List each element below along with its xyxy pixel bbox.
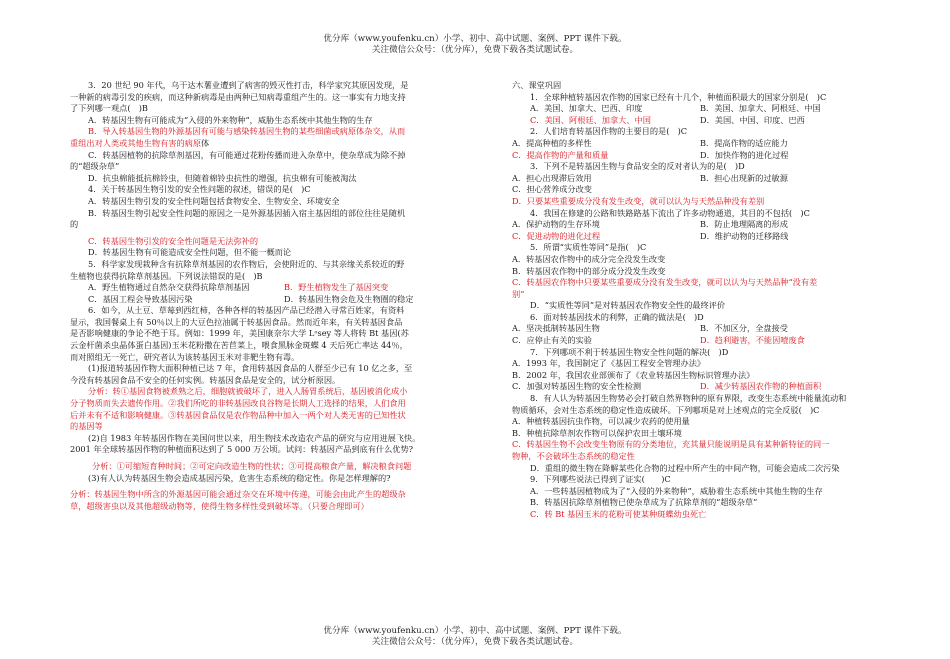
exercise-7-options-cd bbox=[512, 381, 884, 393]
page-footer bbox=[0, 626, 950, 647]
question-6-sub-2: (2)自 1983 年转基因作物在美国问世以来，用生物技术改造农产品的研究与应用进展飞快。 bbox=[88, 432, 421, 443]
exercise-6-stem: 6．面对转基因技术的利弊，正确的做法是( )D bbox=[530, 311, 704, 322]
question-3-option-c-2: 的“超级杂草” bbox=[70, 161, 120, 172]
exercise-3-option-b: B．担心出现新的过敏源 bbox=[700, 172, 788, 183]
exercise-8-option-d: D．重组的微生物在降解某些化合物的过程中所产生的中间产物，可能会造成二次污染 bbox=[530, 462, 840, 473]
question-5-option-d: D．转基因生物会危及生物圈的稳定 bbox=[284, 293, 414, 304]
exercise-2-option-b: B．提高作物的适应能力 bbox=[700, 137, 788, 148]
question-3-option-a: A．转基因生物有可能成为“入侵的外来物种”，威胁生态系统中其他生物的生存 bbox=[88, 114, 373, 125]
exercise-4-options-ab bbox=[512, 219, 884, 231]
question-6-stem-3: 是否影响健康的争论不绝于耳。例如：1999 年，美国康奈尔大学 Lᵒsey 等人将转 Bt 基因(苏 bbox=[70, 328, 409, 339]
exercise-5-option-a: A．转基因农作物中的成分完全没发生改变 bbox=[512, 253, 666, 264]
exercise-5-option-d: D．“实质性等同”是对转基因农作物安全性的最终评价 bbox=[530, 300, 726, 311]
page-header bbox=[0, 34, 950, 55]
exercise-1-option-b: B．美国、加拿大、阿根廷、中国 bbox=[700, 103, 821, 114]
exercise-4-option-a: A．保护动物的生存环境 bbox=[512, 219, 600, 230]
exercise-1-option-d: D．美国、中国、印度、巴西 bbox=[700, 114, 805, 125]
exercise-8-option-a: A．种植转基因抗虫作物，可以减少农药的使用量 bbox=[512, 416, 690, 427]
exercise-2-options-ab bbox=[512, 138, 884, 150]
question-5-stem-2: 生植物也获得抗除草剂基因。下列说法错误的是( )B bbox=[70, 270, 263, 281]
question-3-option-b: B．导入转基因生物的外源基因有可能与感染转基因生物的某些细菌或病原体杂交，从而 bbox=[88, 126, 406, 137]
exercise-3-option-a: A．担心出现滞后效用 bbox=[512, 172, 592, 183]
question-5-stem: 5．科学家发现栽种含有抗除草剂基因的农作物后，会使附近的、与其亲缘关系较近的野 bbox=[88, 258, 405, 269]
question-5-option-b: B．野生植物发生了基因突变 bbox=[284, 282, 389, 293]
exercise-9-option-b: B．转基因抗除草剂植物已使杂草成为了抗除草剂的“超级杂草” bbox=[530, 497, 758, 508]
question-5-option-a: A．野生植物通过自然杂交获得抗除草剂基因 bbox=[88, 282, 250, 293]
exercise-4-option-b: B．防止地理隔离的形成 bbox=[700, 219, 788, 230]
exercise-6-option-a: A．坚决抵制转基因生物 bbox=[512, 323, 600, 334]
exercise-3-option-c: C．担心营养成分改变 bbox=[512, 184, 592, 195]
question-4-option-b: B．转基因生物引起安全性问题的原因之一是外源基因插入宿主基因组的部位往往是随机 bbox=[88, 207, 406, 218]
right-column bbox=[512, 80, 884, 521]
exercise-4-options-cd bbox=[512, 231, 884, 243]
exercise-2-stem: 2．人们培育转基因作物的主要目的是( )C bbox=[530, 126, 688, 137]
question-6-sub-2-2: 2001 年全球转基因作物的种植面积达到了 5 000 万公顷。试问：转基因产品到底有什么优势? bbox=[70, 444, 414, 455]
exercise-3-stem: 3．下列不是转基因生物与食品安全的反对者认为的是( )D bbox=[530, 161, 745, 172]
exercise-1-stem: 1．全球种植转基因农作物的国家已经有十几个，种植面积最大的国家分别是( )C bbox=[530, 91, 827, 102]
question-6-sub-1-2: 今没有转基因食品不安全的任何实例。转基因食品是安全的，试分析原因。 bbox=[70, 374, 341, 385]
exercise-2-option-a: A．提高种植的多样性 bbox=[512, 137, 592, 148]
exercise-7-option-c: C．加强对转基因生物的安全性检测 bbox=[512, 381, 642, 392]
exercise-8-option-c-2: 物种，不会破坏生态系统的稳定性 bbox=[512, 451, 635, 461]
exercise-1-options-ab bbox=[512, 103, 884, 115]
footer-line-1: 优分库（www.youfenku.cn）小学、初中、高中试题、案例、PPT 课件下载。 bbox=[323, 626, 627, 636]
question-5-options-cd bbox=[70, 294, 466, 306]
question-6-stem-2: 显示，我国餐桌上有 50％以上的大豆色拉油属于转基因食品。然而近年来，有关转基因食品 bbox=[70, 316, 403, 327]
exercise-8-option-b: B．种植抗除草剂农作物可以保护农田土壤环境 bbox=[512, 427, 682, 438]
question-3-option-b-2-tail: 体 bbox=[201, 137, 210, 148]
exercise-4-option-c: C．促进动物的进化过程 bbox=[512, 230, 601, 241]
exercise-7-stem: 7．下列哪项不利于转基因生物安全性问题的解决( )D bbox=[530, 346, 729, 357]
question-5-options-ab bbox=[70, 282, 466, 294]
exercise-1-options-cd bbox=[512, 115, 884, 127]
left-column bbox=[70, 80, 466, 512]
footer-line-2: 关注微信公众号：（优分库），免费下载各类试题试卷。 bbox=[371, 636, 579, 647]
exercise-6-option-c: C．应停止有关的实验 bbox=[512, 335, 592, 346]
exercise-9-option-c: C．转 Bt 基因玉米的花粉可使某种斑蝶幼虫死亡 bbox=[530, 508, 707, 519]
exercise-4-stem: 4．我国在修建的公路和铁路路基下流出了许多动物通道，其目的不包括( )C bbox=[530, 207, 810, 218]
exercise-2-options-cd bbox=[512, 150, 884, 162]
question-6-answer-3-2: 草，超级害虫以及其他超级动物等，使得生物多样性受到破坏等。（只要合理即可） bbox=[70, 500, 369, 511]
exercise-6-options-cd bbox=[512, 335, 884, 347]
exercise-5-stem: 5．所谓“实质性等同”是指( )C bbox=[530, 242, 647, 253]
question-3-option-c: C．转基因植物的抗除草剂基因，有可能通过花粉传播而进入杂草中，使杂草成为除不掉 bbox=[88, 149, 406, 160]
question-3-stem: 3．20 世纪 90 年代，乌干达木薯业遭到了病害的毁灭性打击，科学家究其原因发现，是 bbox=[88, 80, 409, 90]
exercise-1-option-a: A．美国、加拿大、巴西、印度 bbox=[530, 103, 643, 114]
exercise-2-option-c: C．提高作物的产量和质量 bbox=[512, 149, 609, 160]
question-6-answer-1: 分析：转①基因食物被煮熟之后，细胞就被破坏了，进入人肠胃系统后，基因被消化成小 bbox=[88, 386, 408, 397]
exercise-7-option-d: D．减少转基因农作物的种植面积 bbox=[700, 381, 822, 392]
exercise-6-option-d: D．趋利避害，不能因噎废食 bbox=[700, 335, 805, 346]
exercise-3-option-d: D．只要某些重要成分没有发生改变，就可以认为与天然品种没有差别 bbox=[512, 195, 765, 206]
exercise-5-option-c: C．转基因农作物中只要某些重要成分没有发生改变，就可以认为与天然品种“没有差 bbox=[512, 277, 818, 288]
exercise-3-options-ab bbox=[512, 173, 884, 185]
exercise-7-option-b: B．2002 年，我国农业部颁布了《农业转基因生物标识管理办法》 bbox=[512, 369, 755, 380]
exercise-9-stem: 9．下列哪些说法已得到了证实( )C bbox=[530, 474, 671, 485]
exercise-7-option-a: A．1993 年，我国制定了《基因工程安全管理办法》 bbox=[512, 358, 706, 369]
question-5-option-c: C．基因工程会导致基因污染 bbox=[88, 293, 193, 304]
question-6-stem: 6．如今，从土豆、草莓到西红柿，各种各样的转基因产品已经潜入寻常百姓家，有资料 bbox=[88, 305, 405, 316]
exercise-8-stem: 8．有人认为转基因生物势必会打破自然界物种的原有界限，改变生态系统中能量流动和 bbox=[530, 393, 847, 404]
question-6-sub-1: (1)报道转基因作物大面积种植已达 7 年，食用转基因食品的人群至少已有 10 亿之多，至 bbox=[88, 363, 413, 374]
question-3-stem-2: 一种新的病毒引发的疾病，而这种新病毒是由两种已知病毒重组产生的。这一事实有力地支持 bbox=[70, 91, 406, 102]
question-3-option-b-2 bbox=[70, 138, 466, 150]
exercise-8-option-c: C．转基因生物不会改变生物原有的分类地位，充其量只能说明是具有某种新特征的同一 bbox=[512, 439, 830, 450]
question-6-answer-1-2: 分子物质而失去遗传作用。②我们所吃的非转基因改良谷物是长期人工选择的结果，人们食用 bbox=[70, 398, 406, 409]
header-line-2: 关注微信公众号：（优分库），免费下载各类试题试卷。 bbox=[371, 44, 579, 55]
question-6-stem-4: 云金杆菌杀虫晶体蛋白基因)玉米花粉撒在苦苣菜上，喂食黑脉金斑蝶 4 天后死亡率达 44％， bbox=[70, 340, 408, 351]
exercise-9-option-a: A．一些转基因植物成为了“入侵的外来物种”，威胁着生态系统中其他生物的生存 bbox=[530, 485, 823, 496]
exercise-1-option-c: C．美国、阿根廷、加拿大、中国 bbox=[530, 114, 651, 125]
question-6-sub-3: (3)有人认为转基因生物会造成基因污染，危害生态系统的稳定性。你是怎样理解的? bbox=[88, 472, 391, 483]
question-3-stem-3: 了下列哪一观点( )B bbox=[70, 103, 148, 114]
question-4-option-a: A．转基因生物引发的安全性问题包括食物安全、生物安全、环境安全 bbox=[88, 195, 340, 206]
question-3-option-b-2-highlight: 重组出对人类或其他生物有害的病原 bbox=[70, 137, 202, 148]
exercise-6-options-ab bbox=[512, 323, 884, 335]
header-line-1: 优分库（www.youfenku.cn）小学、初中、高中试题、案例、PPT 课件下载。 bbox=[323, 34, 627, 44]
exercise-6-option-b: B．不加区分，全盘接受 bbox=[700, 323, 788, 334]
question-6-stem-5: 而对照组无一死亡，研究者认为该转基因玉米对非靶生物有毒。 bbox=[70, 351, 300, 362]
exercise-4-option-d: D．维护动物的迁移路线 bbox=[700, 230, 789, 241]
question-6-answer-3: 分析：转基因生物中所含的外源基因可能会通过杂交在环境中传递，可能会由此产生的超级杂 bbox=[70, 489, 406, 500]
question-4-option-b-2: 的 bbox=[70, 219, 79, 230]
question-6-answer-2: 分析：①可缩短育种时间；②可定向改造生物的性状；③可提高粮食产量，解决粮食问题 bbox=[92, 461, 412, 471]
question-3-option-d: D．抗虫棉能抵抗棉铃虫，但随着棉铃虫抗性的增强，抗虫棉有可能被淘汰 bbox=[88, 172, 357, 183]
exercise-5-option-b: B．转基因农作物中的部分成分没发生改变 bbox=[512, 265, 666, 276]
question-6-answer-1-4: 的基因等 bbox=[70, 421, 103, 432]
exercise-8-stem-2: 物质循环，会对生态系统的稳定性造成破坏。下列哪项是对上述观点的完全反驳( )C bbox=[512, 404, 820, 415]
section-title: 六、课堂巩固 bbox=[512, 80, 562, 90]
exercise-2-option-d: D．加快作物的进化过程 bbox=[700, 149, 789, 160]
question-4-option-c: C．转基因生物引发的安全性问题是无法弥补的 bbox=[88, 235, 259, 246]
question-4-stem: 4．关于转基因生物引发的安全性问题的叙述，错误的是( )C bbox=[88, 184, 311, 195]
question-4-option-d: D．转基因生物有可能造成安全性问题，但不能一概而论 bbox=[88, 247, 292, 258]
exercise-5-option-c-2: 别” bbox=[512, 288, 525, 299]
question-6-answer-1-3: 后并未有不适和影响健康。③转基因食品仅是农作物品种中加入一两个对人类无害的已知性状 bbox=[70, 409, 406, 420]
